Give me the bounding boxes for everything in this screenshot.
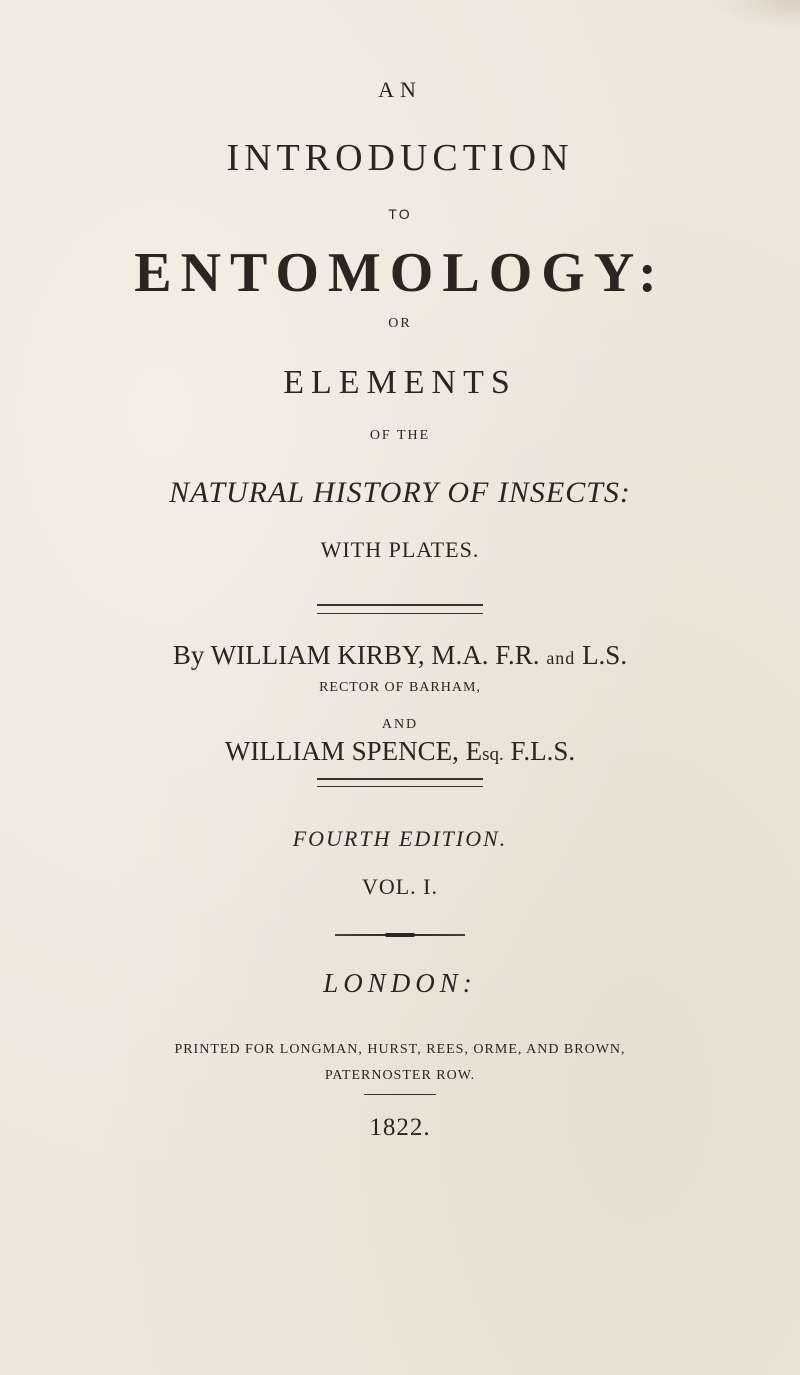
imprint-address: PATERNOSTER ROW. [324,1068,476,1083]
title-with-plates: WITH PLATES. [320,537,480,562]
author-prefix: By [172,640,205,670]
ornamental-rule [335,934,465,936]
imprint-place: LONDON: [323,968,477,998]
double-rule-divider [317,604,483,614]
title-article: AN [378,77,422,102]
imprint-year: 1822. [369,1114,431,1141]
author-kirby-name: WILLIAM KIRBY, M.A. F.R. [210,640,540,670]
volume-label: VOL. I. [361,874,439,899]
page-stain [710,0,800,30]
double-rule-divider-2 [317,778,483,787]
authors-and: AND [381,717,419,732]
author-spence-suffix: F.L.S. [510,736,576,766]
title-introduction: INTRODUCTION [226,137,574,179]
title-or: OR [388,316,412,331]
author-kirby-suffix: L.S. [582,640,628,670]
title-of-the: OF THE [369,428,431,443]
edition-label: FOURTH EDITION. [292,826,508,851]
author-kirby-role: RECTOR OF BARHAM, [319,680,481,695]
author-spence-name: WILLIAM SPENCE, E [224,736,483,766]
title-to: TO [388,206,412,222]
title-entomology: ENTOMOLOGY: [134,242,666,304]
author-spence-esq: sq. [482,744,504,765]
author-kirby-and: and [546,648,576,668]
title-elements: ELEMENTS [283,364,517,401]
author-kirby [0,640,800,671]
thin-rule [364,1094,436,1095]
author-spence [0,736,800,767]
title-natural-history: NATURAL HISTORY OF INSECTS: [169,476,631,509]
imprint-publishers: PRINTED FOR LONGMAN, HURST, REES, ORME, AND BROWN, [174,1042,626,1057]
